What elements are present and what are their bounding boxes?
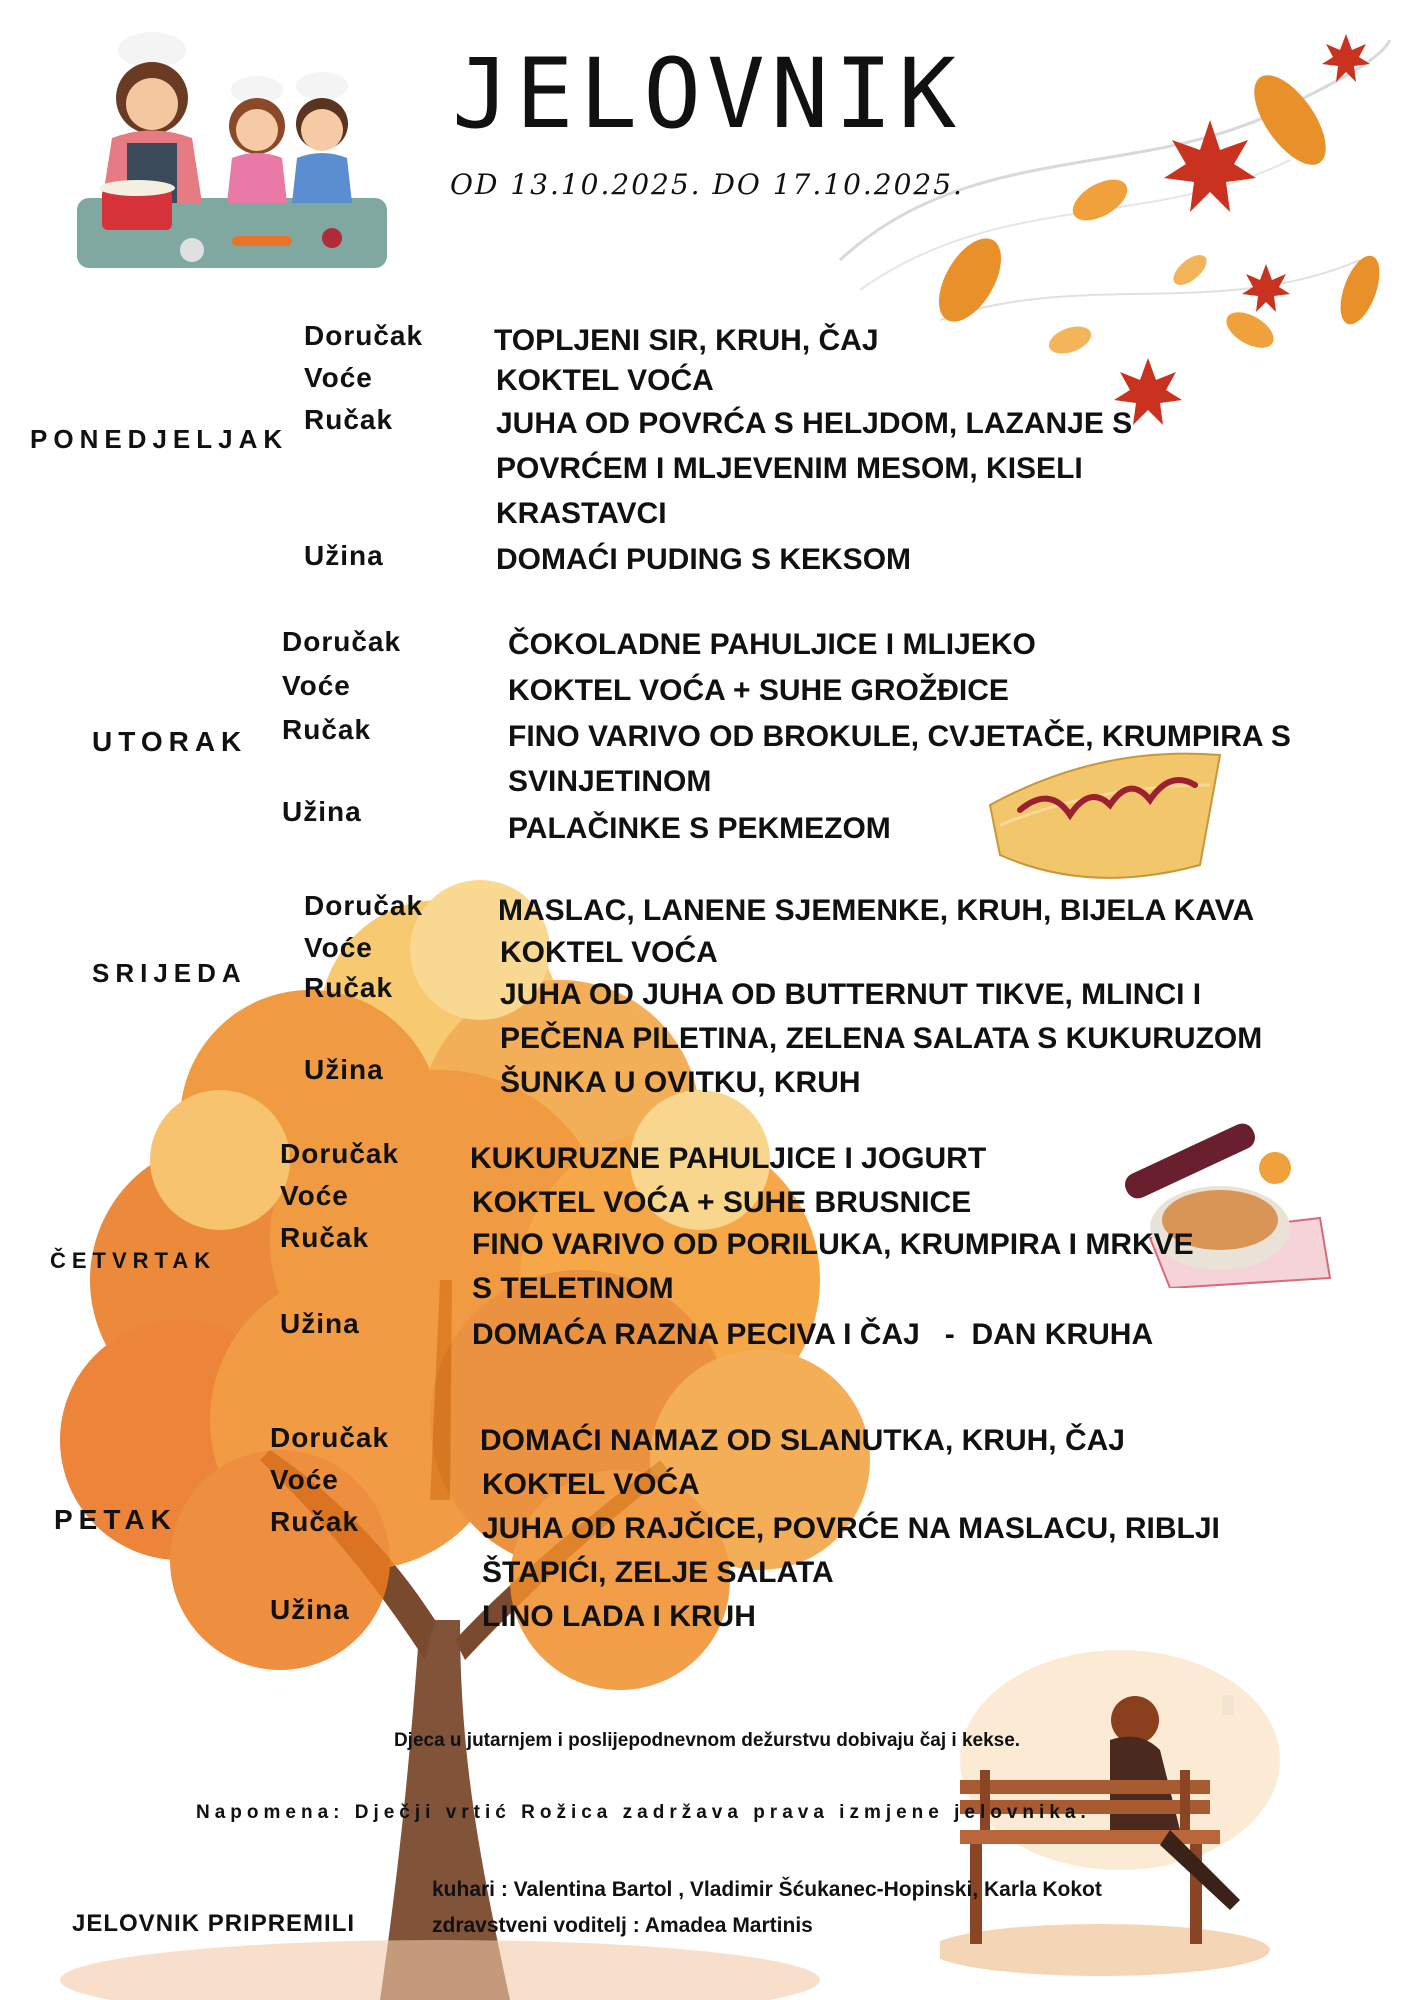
monday-lunch-line: JUHA OD POVRĆA S HELJDOM, LAZANJE S (496, 407, 1133, 440)
monday-snack: DOMAĆI PUDING S KEKSOM (496, 543, 912, 576)
label-breakfast: Doručak (304, 320, 424, 351)
label-fruit: Voće (304, 932, 373, 963)
tuesday-breakfast: ČOKOLADNE PAHULJICE I MLIJEKO (508, 628, 1036, 661)
pancake-illustration (980, 745, 1230, 895)
duty-note: Djeca u jutarnjem i poslijepodnevnom dežurstvu dobivaju čaj i kekse. (393, 1730, 1021, 1751)
cooks-list: kuhari : Valentina Bartol , Vladimir Šćukanec-Hopinski, Karla Kokot (432, 1878, 1102, 1901)
tuesday-snack: PALAČINKE S PEKMEZOM (508, 812, 891, 845)
monday-fruit: KOKTEL VOĆA (496, 364, 714, 397)
label-lunch: Ručak (304, 972, 394, 1003)
prepared-by-label: JELOVNIK PRIPREMILI (72, 1910, 356, 1937)
label-snack: Užina (270, 1594, 350, 1625)
friday-lunch-line: ŠTAPIĆI, ZELJE SALATA (482, 1556, 834, 1589)
day-monday: PONEDJELJAK (30, 424, 289, 454)
label-snack: Užina (304, 540, 384, 571)
thursday-fruit: KOKTEL VOĆA + SUHE BRUSNICE (472, 1186, 972, 1219)
day-friday: PETAK (54, 1504, 177, 1535)
label-fruit: Voće (270, 1464, 339, 1495)
friday-snack: LINO LADA I KRUH (482, 1600, 756, 1633)
label-fruit: Voće (280, 1180, 349, 1211)
date-range: OD 13.10.2025. DO 17.10.2025. (450, 168, 964, 201)
monday-lunch-line: POVRĆEM I MLJEVENIM MESOM, KISELI (496, 452, 1083, 485)
disclaimer: Napomena: Dječji vrtić Rožica zadržava prava izmjene jelovnika. (196, 1802, 1091, 1823)
thursday-breakfast: KUKURUZNE PAHULJICE I JOGURT (470, 1142, 987, 1175)
label-lunch: Ručak (282, 714, 372, 745)
label-breakfast: Doručak (270, 1422, 390, 1453)
friday-lunch-line: JUHA OD RAJČICE, POVRĆE NA MASLACU, RIBLJI (482, 1512, 1220, 1545)
label-lunch: Ručak (270, 1506, 360, 1537)
wednesday-lunch-line: PEČENA PILETINA, ZELENA SALATA S KUKURUZOM (500, 1022, 1263, 1055)
thursday-snack: DOMAĆA RAZNA PECIVA I ČAJ - DAN KRUHA (472, 1318, 1154, 1351)
thursday-lunch-line: FINO VARIVO OD PORILUKA, KRUMPIRA I MRKVE (472, 1228, 1194, 1261)
label-breakfast: Doručak (304, 890, 424, 921)
label-snack: Užina (280, 1308, 360, 1339)
day-thursday: ČETVRTAK (50, 1248, 217, 1273)
day-wednesday: SRIJEDA (92, 958, 247, 988)
tuesday-lunch-line: SVINJETINOM (508, 765, 712, 798)
tuesday-fruit: KOKTEL VOĆA + SUHE GROŽĐICE (508, 674, 1009, 707)
page-title: JELOVNIK (451, 38, 963, 150)
label-snack: Užina (282, 796, 362, 827)
label-lunch: Ručak (280, 1222, 370, 1253)
health-lead: zdravstveni voditelj : Amadea Martinis (432, 1914, 813, 1937)
wednesday-snack: ŠUNKA U OVITKU, KRUH (500, 1066, 861, 1099)
label-breakfast: Doručak (282, 626, 402, 657)
wednesday-fruit: KOKTEL VOĆA (500, 936, 718, 969)
wednesday-breakfast: MASLAC, LANENE SJEMENKE, KRUH, BIJELA KAVA (498, 894, 1255, 927)
friday-breakfast: DOMAĆI NAMAZ OD SLANUTKA, KRUH, ČAJ (480, 1424, 1125, 1457)
label-lunch: Ručak (304, 404, 394, 435)
label-fruit: Voće (282, 670, 351, 701)
monday-breakfast: TOPLJENI SIR, KRUH, ČAJ (494, 324, 879, 357)
friday-fruit: KOKTEL VOĆA (482, 1468, 700, 1501)
label-fruit: Voće (304, 362, 373, 393)
monday-lunch-line: KRASTAVCI (496, 497, 667, 530)
thursday-lunch-line: S TELETINOM (472, 1272, 674, 1305)
day-tuesday: UTORAK (92, 726, 248, 757)
label-snack: Užina (304, 1054, 384, 1085)
wednesday-lunch-line: JUHA OD JUHA OD BUTTERNUT TIKVE, MLINCI I (500, 978, 1202, 1011)
label-breakfast: Doručak (280, 1138, 400, 1169)
tuesday-lunch-line: FINO VARIVO OD BROKULE, CVJETAČE, KRUMPIRA S (508, 720, 1291, 753)
